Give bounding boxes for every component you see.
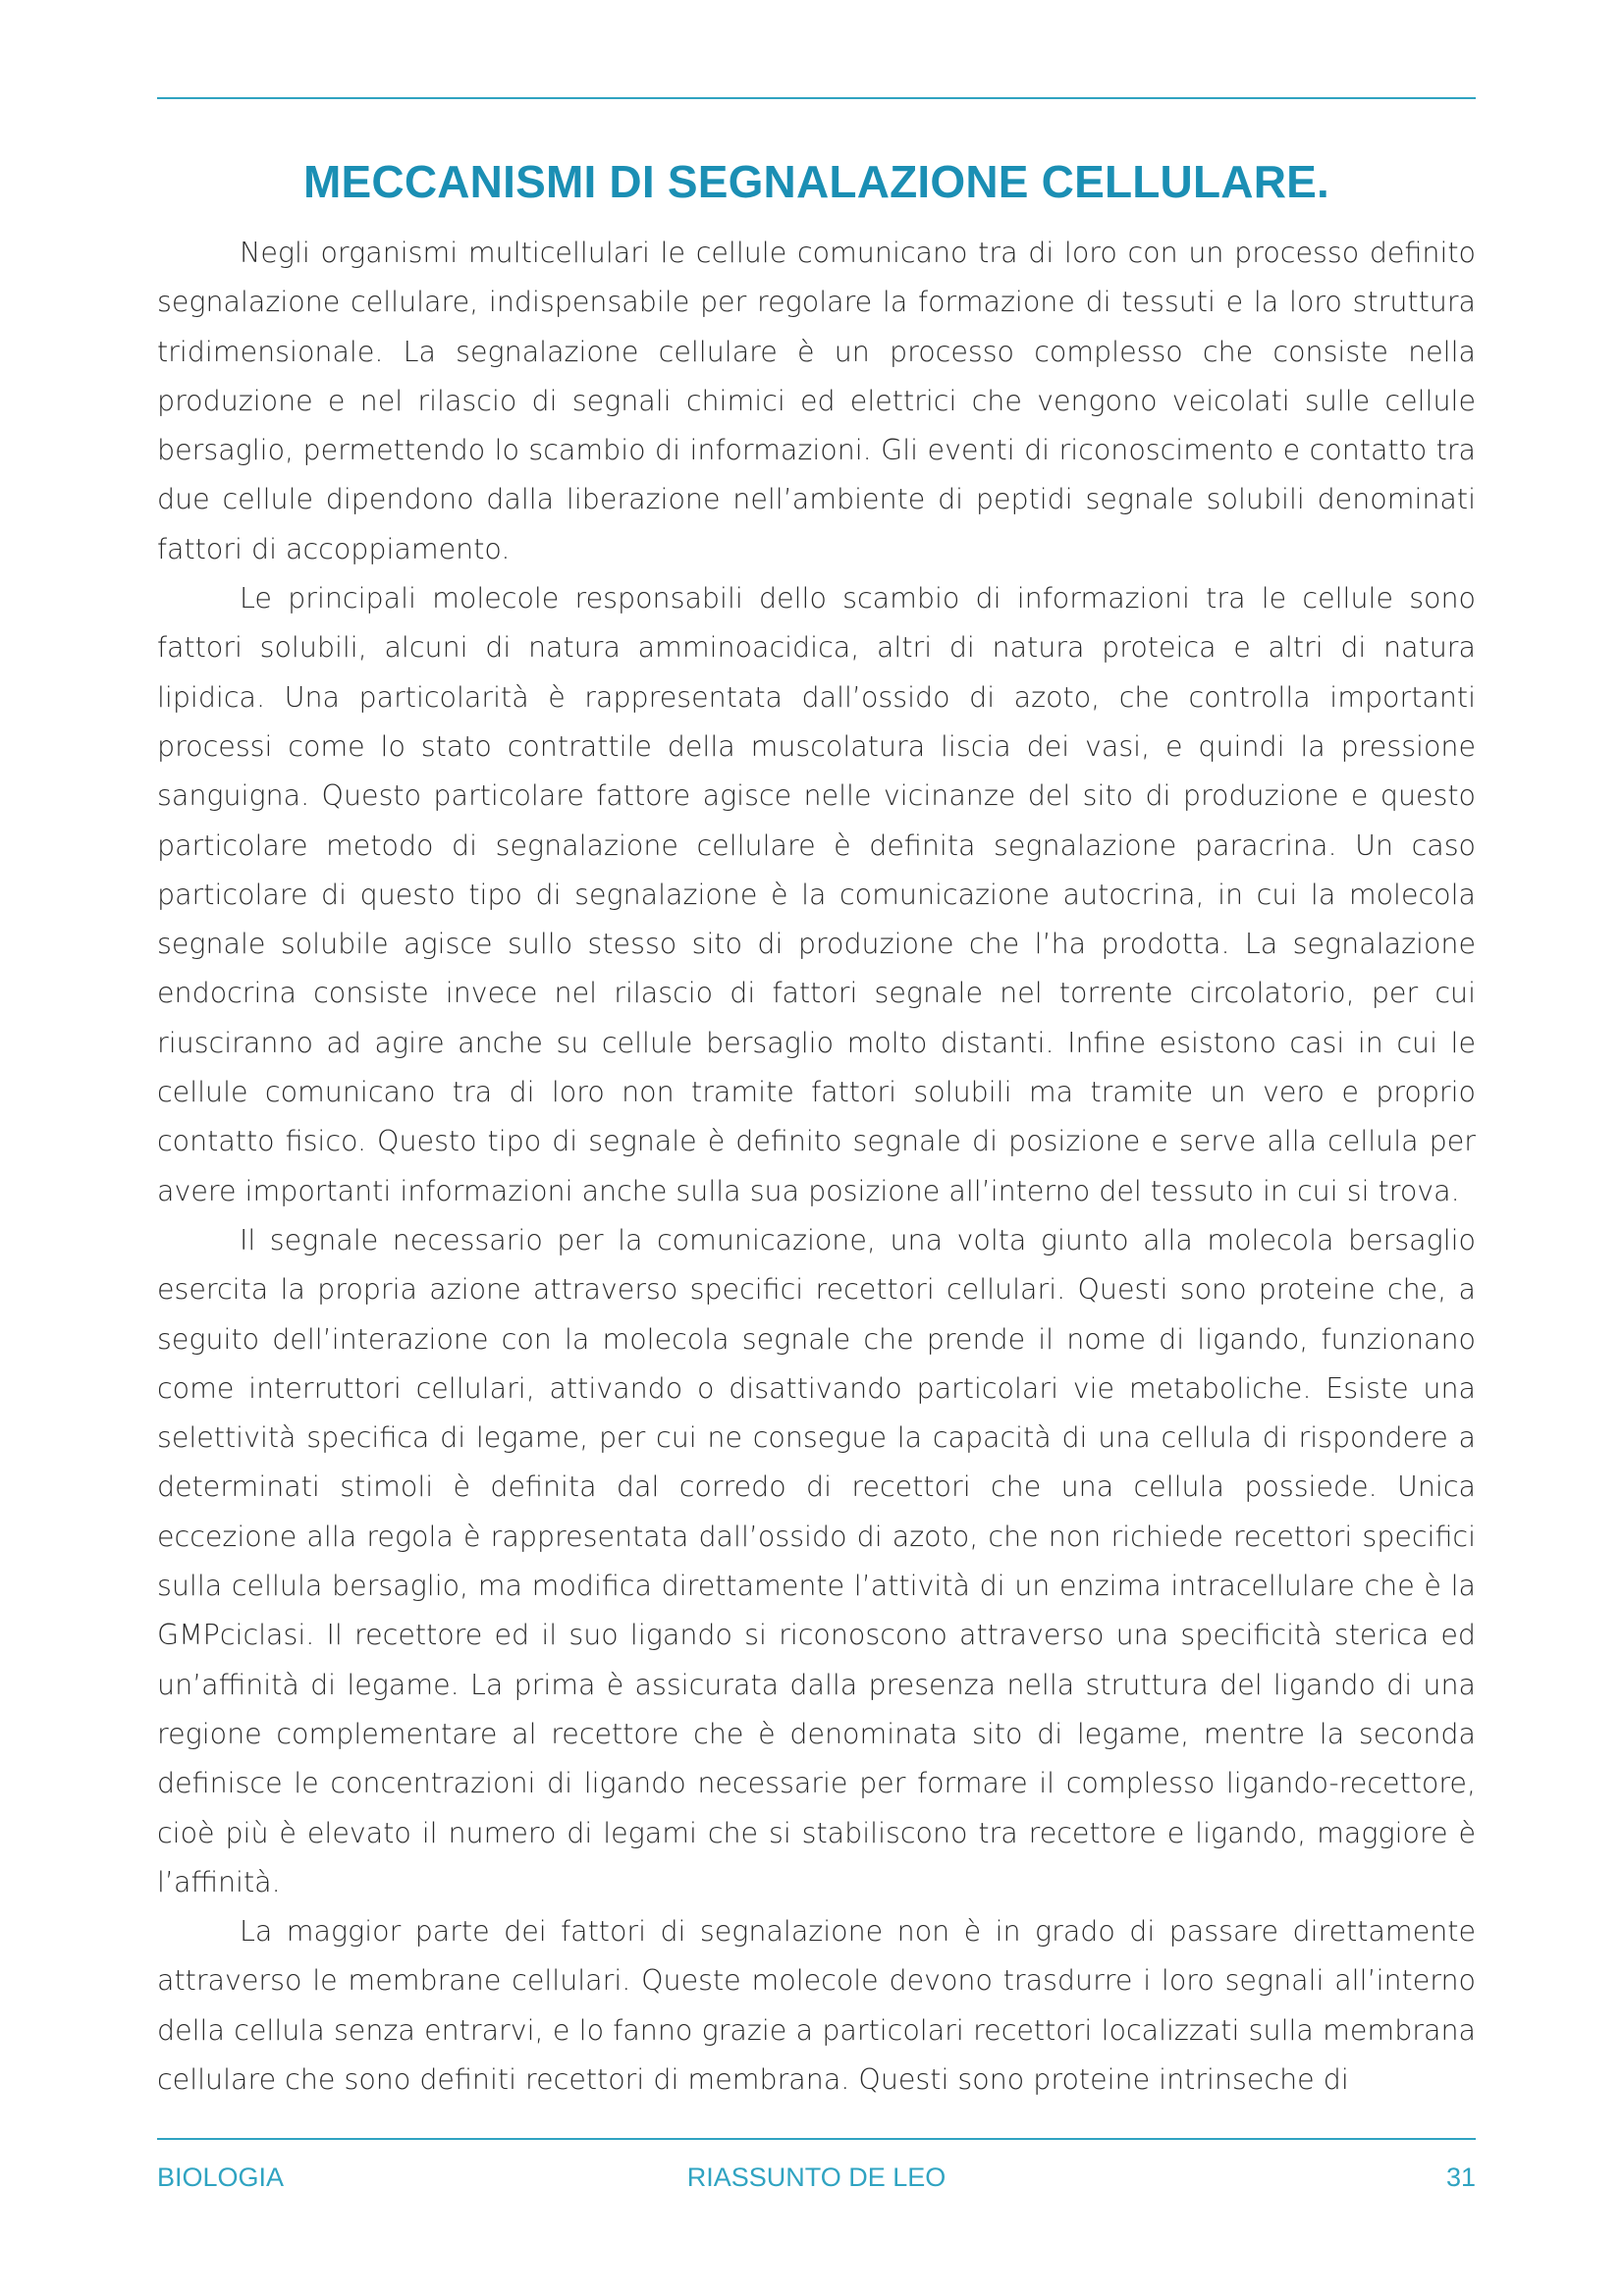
page-footer	[157, 2158, 1476, 2197]
paragraph-1: Negli organismi multicellulari le cellule comunicano tra di loro con un processo definito segnalazione cellulare, indispensabile per regolare la formazione di tessuti e la loro struttura tridimensionale. La segnalazione cellulare è un processo complesso che consiste nella produzione e nel rilascio di segnali chimici ed elettrici che vengono veicolati sulle cellule bersaglio, permettendo lo scambio di informazioni. Gli eventi di riconoscimento e contatto tra due cellule dipendono dalla liberazione nell’ambiente di peptidi segnale solubili denominati fattori di accoppiamento.	[157, 237, 1476, 565]
page-title: MECCANISMI DI SEGNALAZIONE CELLULARE.	[303, 156, 1329, 207]
body-text	[157, 229, 1476, 2118]
paragraph-2: Le principali molecole responsabili dello scambio di informazioni tra le cellule sono fattori solubili, alcuni di natura amminoacidica, altri di natura proteica e altri di natura lipidica. Una particolarità è rappresentata dall’ossido di azoto, che controlla importanti processi come lo stato contrattile della muscolatura liscia dei vasi, e quindi la pressione sanguigna. Questo particolare fattore agisce nelle vicinanze del sito di produzione e questo particolare metodo di segnalazione cellulare è definita segnalazione paracrina. Un caso particolare di questo tipo di segnalazione è la comunicazione autocrina, in cui la molecola segnale solubile agisce sullo stesso sito di produzione che l’ha prodotta. La segnalazione endocrina consiste invece nel rilascio di fattori segnale nel torrente circolatorio, per cui riusciranno ad agire anche su cellule bersaglio molto distanti. Infine esistono casi in cui le cellule comunicano tra di loro non tramite fattori solubili ma tramite un vero e proprio contatto fisico. Questo tipo di segnale è definito segnale di posizione e serve alla cellula per avere importanti informazioni anche sulla sua posizione all’interno del tessuto in cui si trova.	[157, 582, 1476, 1207]
header-rule	[157, 97, 1476, 99]
page-number: 31	[1445, 2163, 1476, 2192]
paragraph-3: Il segnale necessario per la comunicazione, una volta giunto alla molecola bersaglio esercita la propria azione attraverso specifici recettori cellulari. Questi sono proteine che, a seguito dell’interazione con la molecola segnale che prende il nome di ligando, funzionano come interruttori cellulari, attivando o disattivando particolari vie metaboliche. Esiste una selettività specifica di legame, per cui ne consegue la capacità di una cellula di rispondere a determinati stimoli è definita dal corredo di recettori che una cellula possiede. Unica eccezione alla regola è rappresentata dall’ossido di azoto, che non richiede recettori specifici sulla cellula bersaglio, ma modifica direttamente l’attività di un enzima intracellulare che è la GMPciclasi. Il recettore ed il suo ligando si riconoscono attraverso una specificità sterica ed un’affinità di legame. La prima è assicurata dalla presenza nella struttura del ligando di una regione complementare al recettore che è denominata sito di legame, mentre la seconda definisce le concentrazioni di ligando necessarie per formare il complesso ligando-recettore, cioè più è elevato il numero di legami che si stabiliscono tra recettore e ligando, maggiore è l’affinità.	[157, 1223, 1476, 1898]
footer-subject: BIOLOGIA	[157, 2163, 285, 2192]
footer-title: RIASSUNTO DE LEO	[686, 2163, 947, 2192]
paragraph-4: La maggior parte dei fattori di segnalazione non è in grado di passare direttamente attraverso le membrane cellulari. Queste molecole devono trasdurre i loro segnali all’interno della cellula senza entrarvi, e lo fanno grazie a particolari recettori localizzati sulla membrana cellulare che sono definiti recettori di membrana. Questi sono proteine intrinseche di	[157, 1915, 1476, 2096]
footer-rule	[157, 2138, 1476, 2140]
